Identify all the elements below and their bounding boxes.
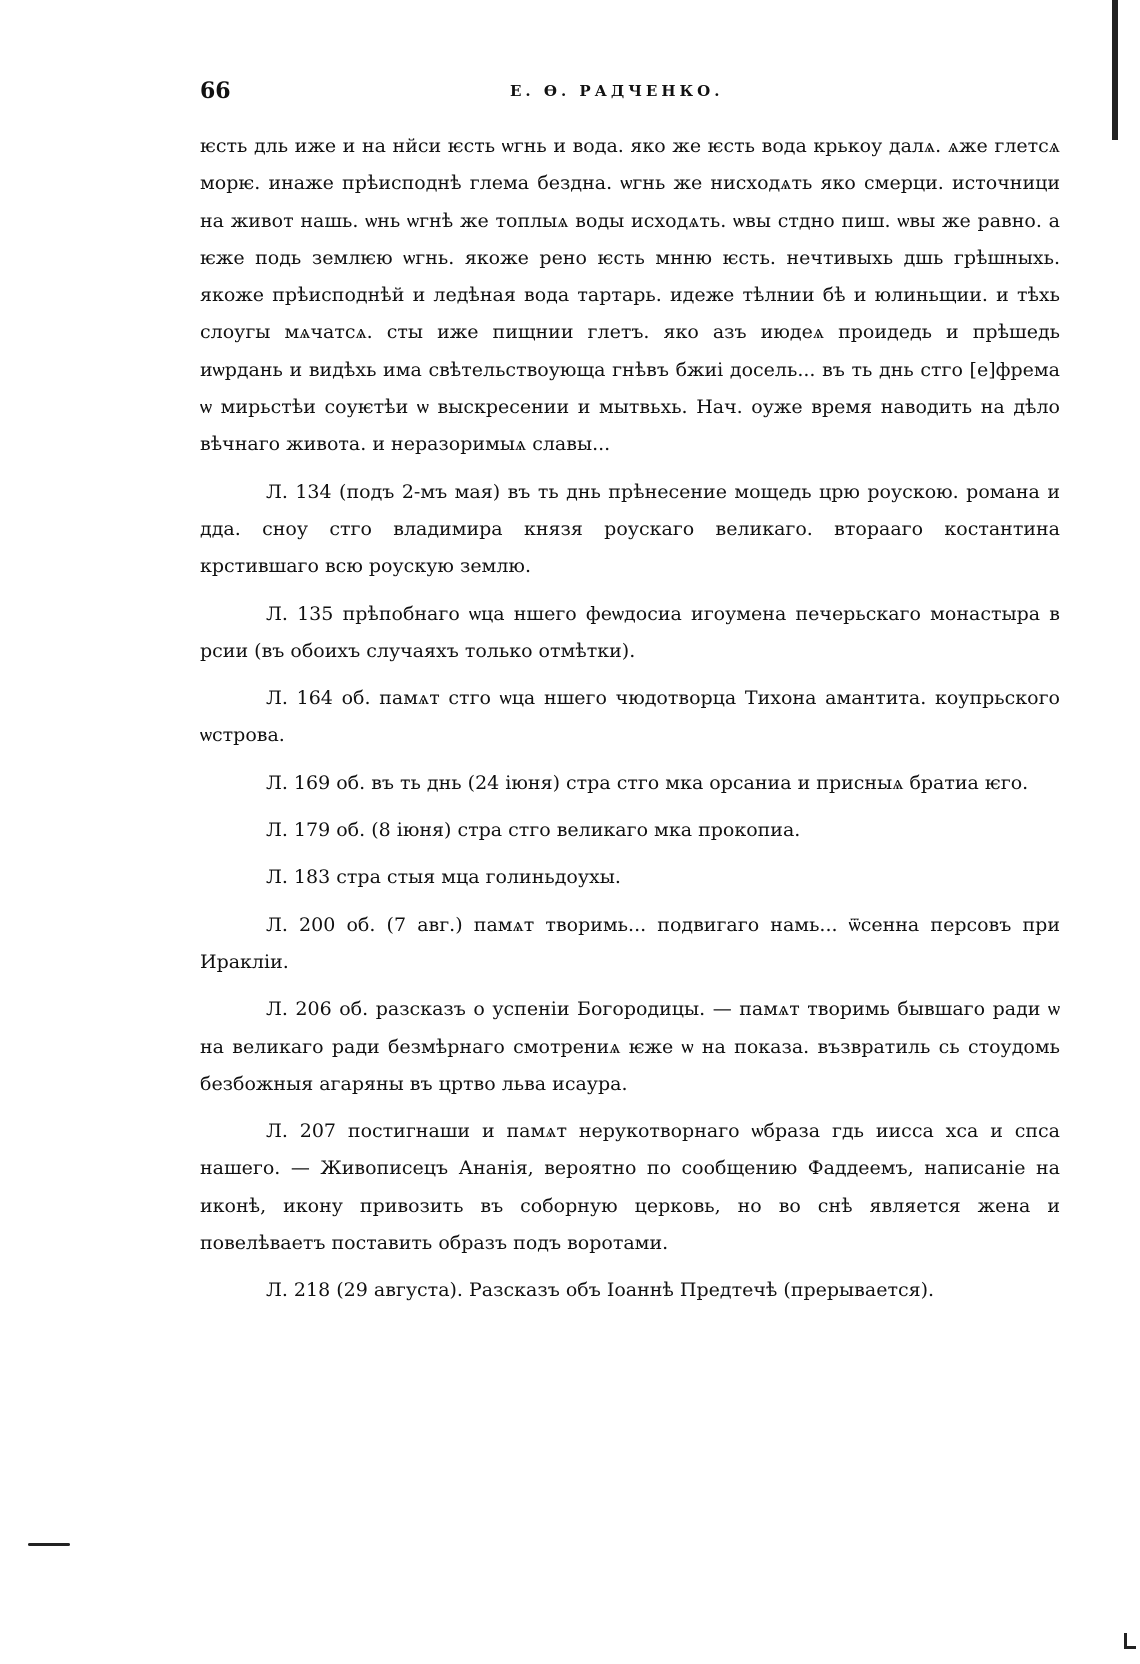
entry-text: въ ть днь (24 іюня) стра стго мка орсаниа и присныѧ братиа ѥго. xyxy=(371,771,1029,794)
margin-dash-mark xyxy=(28,1543,70,1546)
entry-l218 xyxy=(200,1272,1060,1309)
opening-paragraph: ѥсть дль иже и на нйси ѥсть ѡгнь и вода. яко же ѥсть вода крькоу далѧ. ѧже глетсѧ морѥ. инаже прѣисподнѣ глема бездна. ѡгнь же нисходѧть яко смерци. источници на живот нашь. ѡнь ѡгнѣ же топлыѧ воды исходѧть. ѡвы стдно пиш. ѡвы же равно. а ѥже подь землѥю ѡгнь. якоже рено ѥсть мнню ѥсть. нечтивыхь дшь грѣшныхь. якоже прѣисподнѣй и ледѣная вода тартарь. идеже тѣлнии бѣ и юлиньщии. и тѣхь слоугы мѧчатсѧ. сты иже пищнии глетъ. яко азъ июдеѧ проидедь и прѣшедь иѡрдань и видѣхь има свѣтельствоующа гнѣвъ бжиі досель... въ ть днь стго [е]фрема ѡ мирьстѣи соуѥтѣи ѡ выскресении и мытвьхь. Нач. оуже время наводить на дѣло вѣчнаго живота. и неразоримыѧ славы... xyxy=(200,135,1060,456)
entry-text: (8 іюня) стра стго великаго мка прокопиа. xyxy=(371,819,801,842)
entry-l200 xyxy=(200,907,1060,982)
entry-text: постигнаши и памѧт нерукотворнаго ѡбраза гдь иисса хса и спса нашего. — Живописецъ Ананія, вероятно по сообщению Фаддеемъ, написаніе на иконѣ, икону привозить въ соборную церковь, но во снѣ является жена и повелѣваетъ поставить образъ подъ воротами. xyxy=(200,1120,1060,1255)
entry-ref: Л. 200 об. xyxy=(266,913,376,936)
entry-text: (29 августа). Разсказъ объ Іоаннѣ Предтечѣ (прерывается). xyxy=(336,1279,935,1302)
entry-l169 xyxy=(200,765,1060,802)
entry-ref: Л. 218 xyxy=(266,1279,331,1302)
entry-text: (7 авг.) памѧт творимь... подвигаго намь... ѿсенна персовъ при Иракліи. xyxy=(200,913,1060,973)
entry-ref: Л. 206 об. xyxy=(266,998,369,1021)
entry-ref: Л. 179 об. xyxy=(266,819,366,842)
entry-l179 xyxy=(200,812,1060,849)
entry-l164 xyxy=(200,680,1060,755)
corner-crop-mark xyxy=(1124,1633,1127,1649)
entry-ref: Л. 134 (подъ 2-мъ мая) xyxy=(266,480,501,503)
body-text xyxy=(200,128,1060,1310)
page-number: 66 xyxy=(200,78,231,104)
entry-ref: Л. 169 об. xyxy=(266,771,366,794)
entry-ref: Л. 207 xyxy=(266,1120,337,1143)
entry-text: прѣпобнаго ѡца ншего феѡдосиа игоумена печерьскаго монастыра в рсии (въ обоихъ случаяхъ только отмѣтки). xyxy=(200,602,1060,662)
entry-ref: Л. 135 xyxy=(266,602,334,625)
entry-l135 xyxy=(200,596,1060,671)
entry-text: стра стыя мца голиньдоухы. xyxy=(336,866,621,889)
entry-l207 xyxy=(200,1113,1060,1262)
page-header xyxy=(200,78,1060,112)
scan-edge-mark xyxy=(1112,0,1118,140)
entry-ref: Л. 183 xyxy=(266,866,331,889)
entry-l183 xyxy=(200,859,1060,896)
running-title: Е. Ө. РАДЧЕНКО. xyxy=(510,82,724,100)
entry-ref: Л. 164 об. xyxy=(266,687,371,710)
entry-l206 xyxy=(200,991,1060,1103)
entry-text: памѧт стго ѡца ншего чюдотворца Тихона амантита. коупрьского ѡстрова. xyxy=(200,687,1060,747)
entry-text: разсказъ о успеніи Богородицы. — памѧт творимь бывшаго ради ѡ на великаго ради безмѣрнаго смотрениѧ ѥже ѡ на показа. възвратиль сь стоудомь безбожныя агаряны въ цртво льва исаура. xyxy=(200,998,1061,1095)
entry-l134 xyxy=(200,474,1060,586)
entry-text: въ ть днь прѣнесение мощедь црю роускою. романа и дда. сноу стго владимира князя роускаго великаго. вторааго костантина крстившаго всю роускую землю. xyxy=(200,480,1060,578)
